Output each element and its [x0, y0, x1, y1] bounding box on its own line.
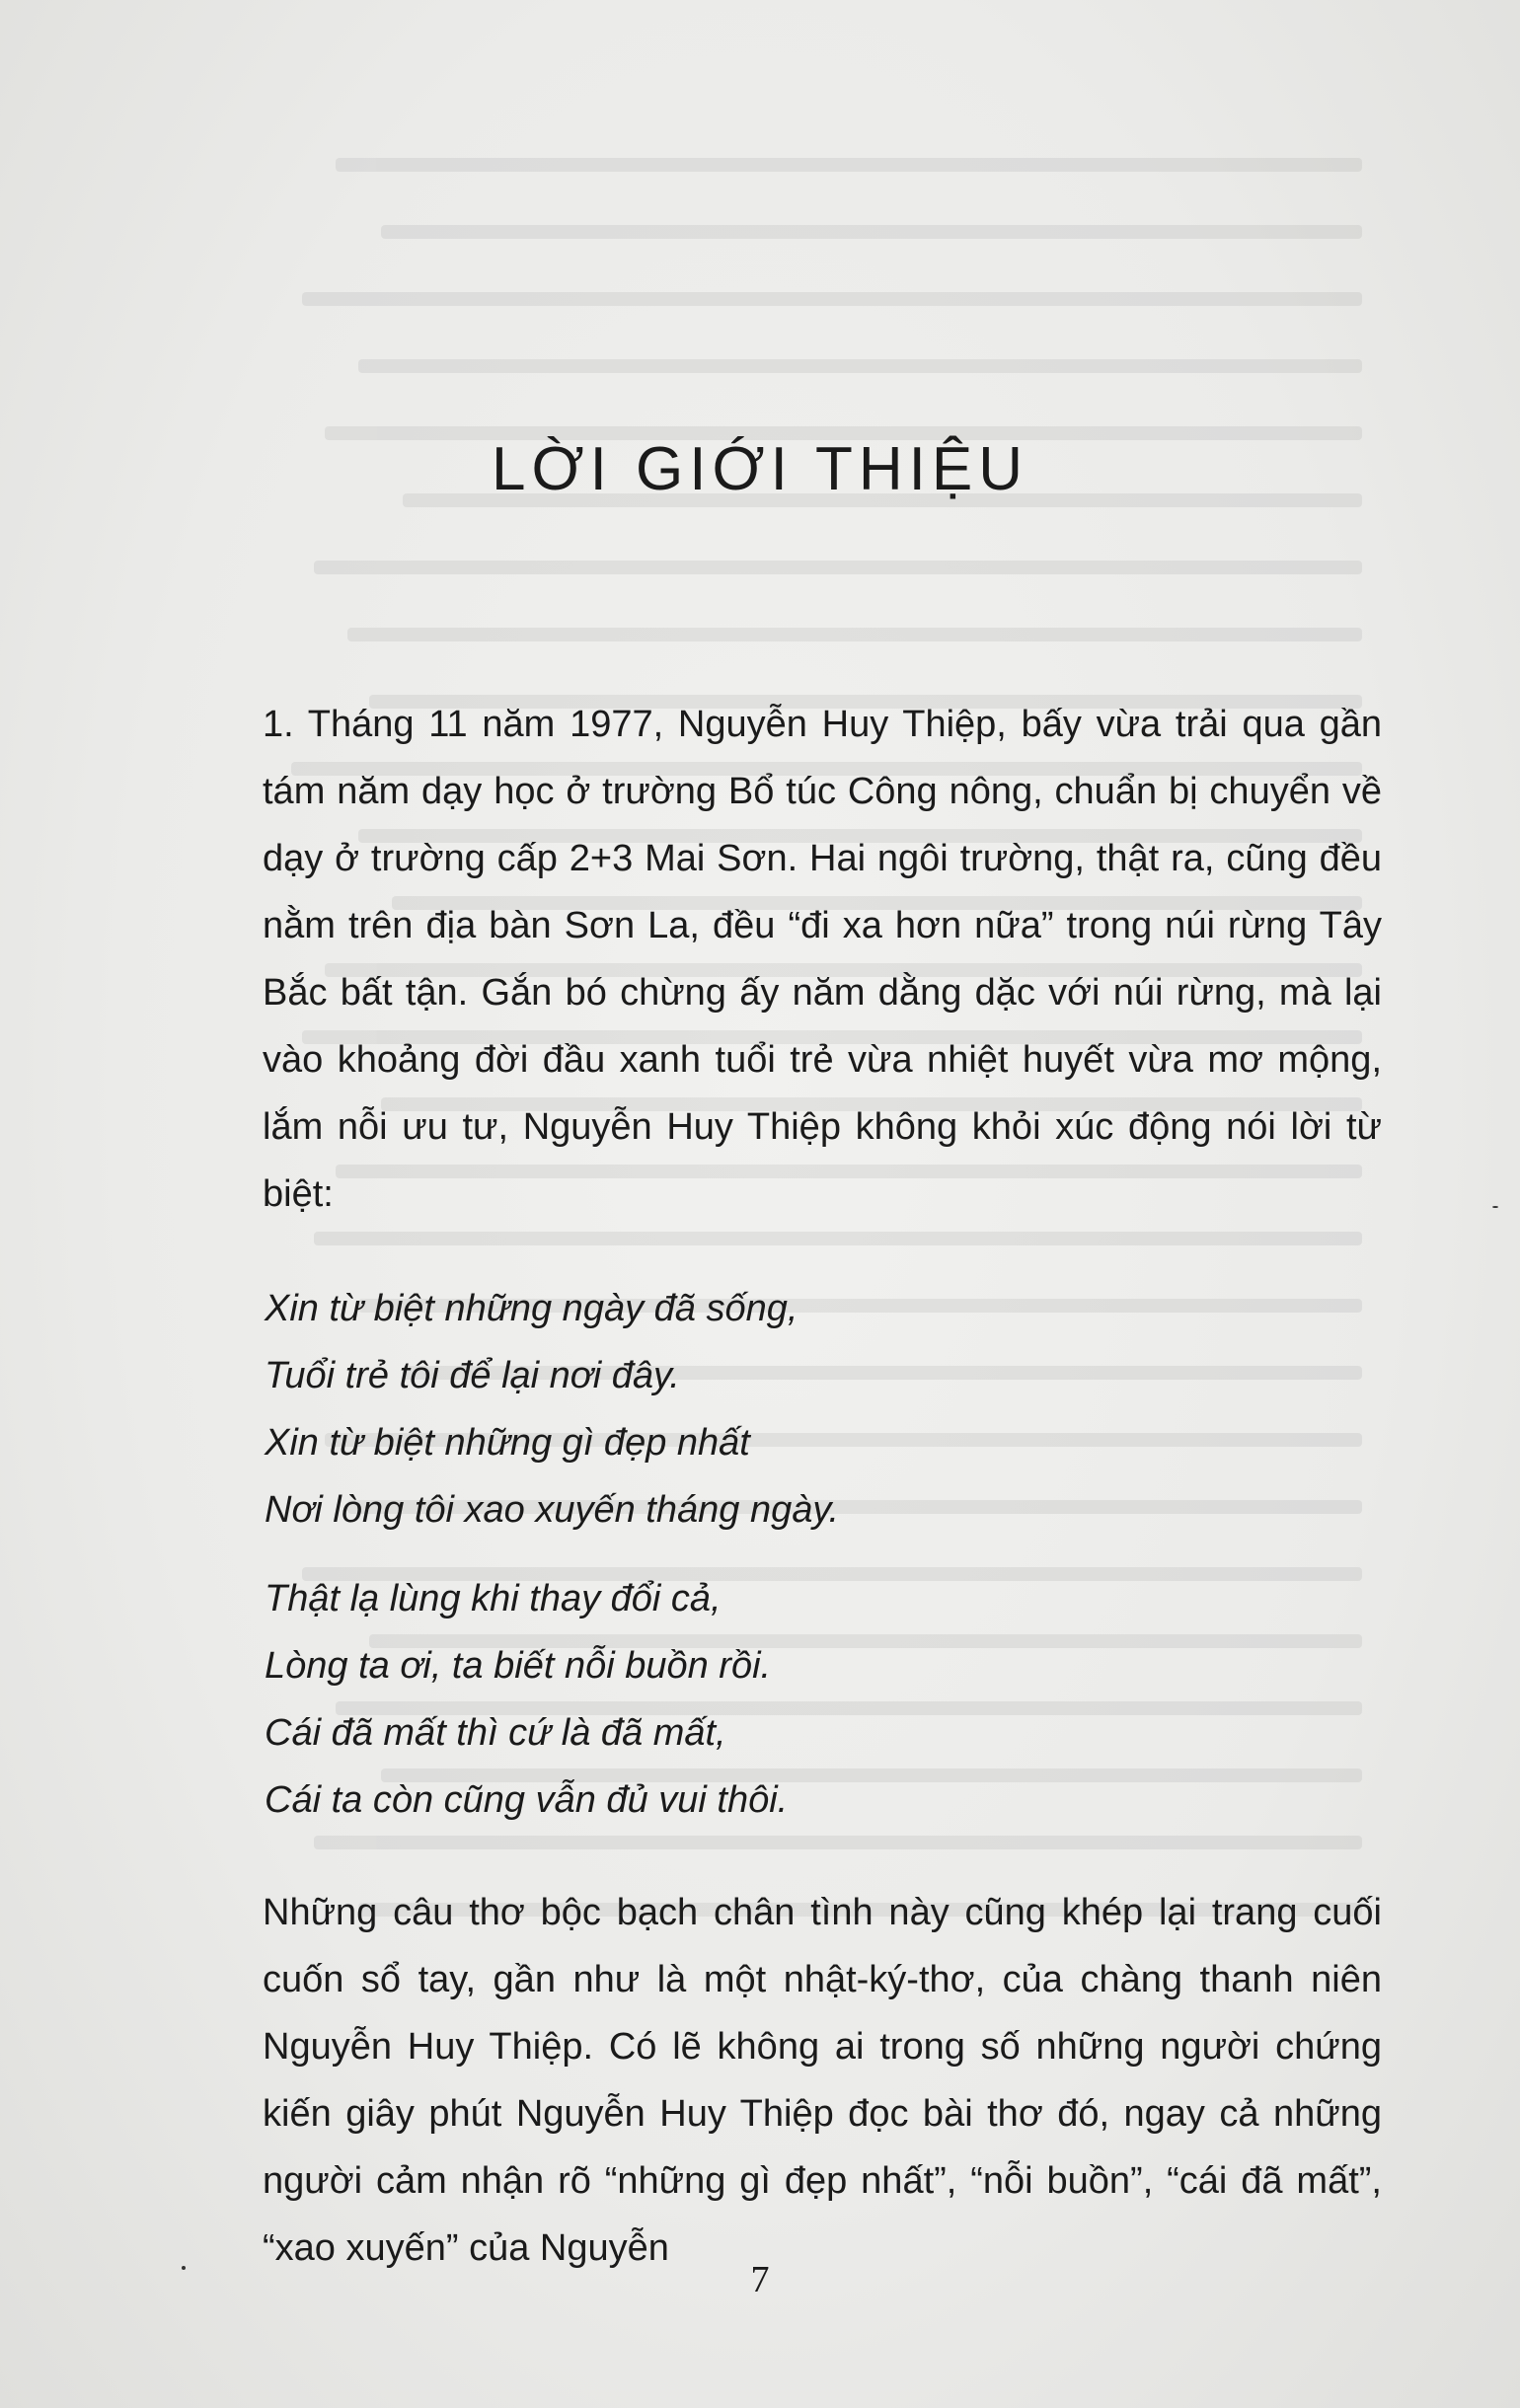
poem-stanza-1 [263, 1275, 1382, 1543]
poem-line: Nơi lòng tôi xao xuyến tháng ngày. [265, 1489, 840, 1531]
poem-line: Cái ta còn cũng vẫn đủ vui thôi. [265, 1779, 789, 1821]
intro-paragraph: 1. Tháng 11 năm 1977, Nguyễn Huy Thiệp, bấy vừa trải qua gần tám năm dạy học ở trường Bổ túc Công nông, chuẩn bị chuyển về dạy ở trường cấp 2+3 Mai Sơn. Hai ngôi trường, thật ra, cũng đều nằm trên địa bàn Sơn La, đều “đi xa hơn nữa” trong núi rừng Tây Bắc bất tận. Gắn bó chừng ấy năm dằng dặc với núi rừng, mà lại vào khoảng đời đầu xanh tuổi trẻ vừa nhiệt huyết vừa mơ mộng, lắm nỗi ưu tư, Nguyễn Huy Thiệp không khỏi xúc động nói lời từ biệt: [263, 704, 1382, 1215]
chapter-title: LỜI GIỚI THIỆU [491, 435, 1029, 503]
body-text [263, 691, 1382, 2282]
dust-speck [182, 2266, 186, 2270]
dust-speck [1492, 1206, 1498, 1208]
poem-line: Tuổi trẻ tôi để lại nơi đây. [265, 1355, 680, 1396]
page-number: 7 [750, 2259, 770, 2300]
poem [263, 1275, 1382, 1834]
poem-line: Xin từ biệt những gì đẹp nhất [265, 1422, 750, 1464]
poem-line: Xin từ biệt những ngày đã sống, [265, 1288, 798, 1329]
poem-line: Lòng ta ơi, ta biết nỗi buồn rồi. [265, 1645, 772, 1687]
poem-line: Cái đã mất thì cứ là đã mất, [265, 1712, 726, 1754]
poem-stanza-2 [263, 1565, 1382, 1834]
poem-line: Thật lạ lùng khi thay đổi cả, [265, 1578, 722, 1619]
closing-paragraph: Những câu thơ bộc bạch chân tình này cũng khép lại trang cuối cuốn sổ tay, gần như là một nhật-ký-thơ, của chàng thanh niên Nguyễn Huy Thiệp. Có lẽ không ai trong số những người chứng kiến giây phút Nguyễn Huy Thiệp đọc bài thơ đó, ngay cả những người cảm nhận rõ “những gì đẹp nhất”, “nỗi buồn”, “cái đã mất”, “xao xuyến” của Nguyễn [263, 1892, 1382, 2269]
